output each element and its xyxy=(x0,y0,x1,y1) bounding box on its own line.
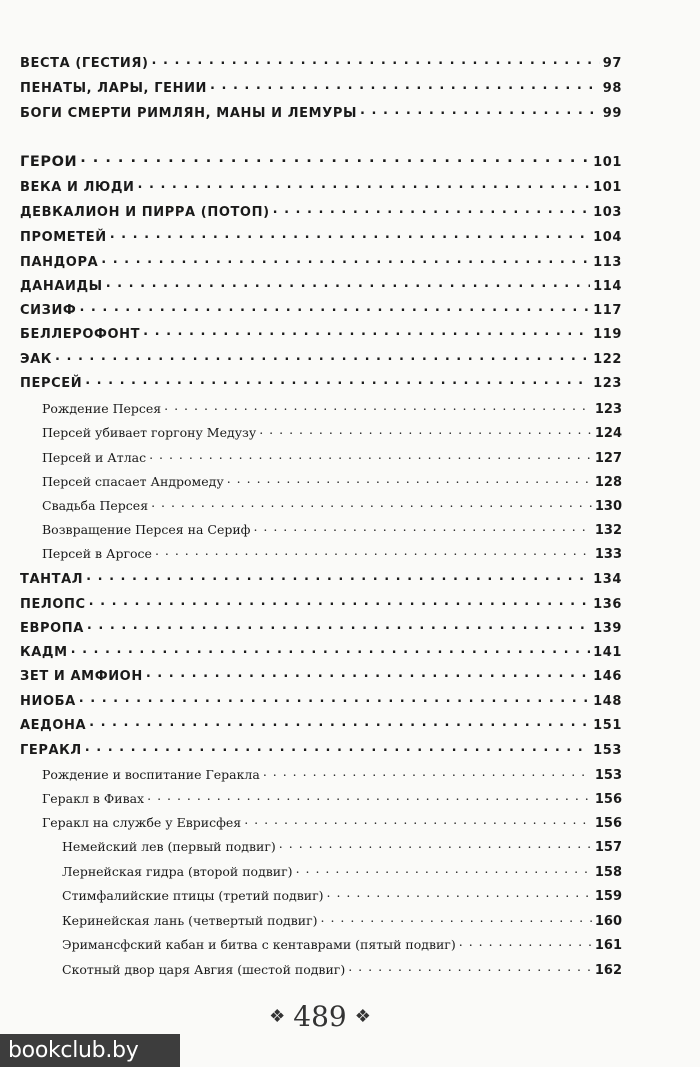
toc-subentry xyxy=(42,790,622,806)
toc-entry-title: НИОБА xyxy=(20,694,76,709)
toc-subsubentry xyxy=(62,961,622,977)
toc-entry-title: Возвращение Персея на Сериф xyxy=(42,521,251,537)
dot-leader xyxy=(79,692,590,705)
toc-subsubentry xyxy=(62,863,622,879)
toc-entry-title: ПЕНАТЫ, ЛАРЫ, ГЕНИИ xyxy=(20,81,208,96)
toc-entry-title: ПЕЛОПС xyxy=(20,597,86,612)
toc-entry-title: Керинейская лань (четвертый подвиг) xyxy=(62,912,318,928)
toc-entry-page: 160 xyxy=(594,913,622,929)
toc-entry-page: 123 xyxy=(593,376,622,391)
toc-entry xyxy=(20,716,622,732)
toc-entry xyxy=(20,570,622,586)
toc-entry-page: 127 xyxy=(594,450,622,466)
toc-entry xyxy=(20,203,622,219)
toc-entry-page: 156 xyxy=(594,791,622,807)
toc-entry-page: 99 xyxy=(602,106,622,121)
toc-entry-page: 153 xyxy=(594,767,622,783)
toc-entry-title: КАДМ xyxy=(20,645,68,660)
toc-entry-title: АЕДОНА xyxy=(20,718,87,733)
toc-entry-title: Скотный двор царя Авгия (шестой подвиг) xyxy=(62,961,346,977)
toc-entry-page: 153 xyxy=(593,743,622,758)
dot-leader xyxy=(210,79,600,92)
toc-entry-title: Персей в Аргосе xyxy=(42,545,152,561)
dot-leader xyxy=(80,151,590,166)
toc-entry xyxy=(20,253,622,269)
toc-entry-title: Персей спасает Андромеду xyxy=(42,473,224,489)
toc-entry-title: Лернейская гидра (второй подвиг) xyxy=(62,863,293,879)
toc-entry-title: ВЕСТА (ГЕСТИЯ) xyxy=(20,56,149,71)
dot-leader xyxy=(79,301,590,314)
dot-leader xyxy=(263,766,592,779)
dot-leader xyxy=(152,54,600,67)
toc-entry-title: Геракл в Фивах xyxy=(42,790,145,806)
toc-entry xyxy=(20,54,622,70)
toc-entry-page: 148 xyxy=(593,694,622,709)
toc-entry-title: Свадьба Персея xyxy=(42,497,149,513)
dot-leader xyxy=(459,936,592,949)
toc-subentry xyxy=(42,497,622,513)
toc-entry-title: Геракл на службе у Еврисфея xyxy=(42,814,242,830)
toc-entry-title: ПАНДОРА xyxy=(20,255,99,270)
toc-entry xyxy=(20,325,622,341)
dot-leader xyxy=(138,178,591,191)
toc-entry-title: ПЕРСЕЙ xyxy=(20,376,83,391)
toc-entry xyxy=(20,178,622,194)
dot-leader xyxy=(155,545,592,558)
toc-entry-page: 114 xyxy=(593,279,622,294)
dot-leader xyxy=(327,887,592,900)
dot-leader xyxy=(360,104,600,117)
dot-leader xyxy=(85,374,590,387)
toc-entry-title: ТАНТАЛ xyxy=(20,572,84,587)
toc-entry-title: Эримансфский кабан и битва с кентаврами (пятый подвиг) xyxy=(62,936,456,952)
toc-entry-title: Рождение Персея xyxy=(42,400,162,416)
toc-entry-title: ЗЕТ И АМФИОН xyxy=(20,669,143,684)
toc-entry-page: 136 xyxy=(593,597,622,612)
toc-entry-page: 133 xyxy=(594,546,622,562)
toc-entry-title: Персей и Атлас xyxy=(42,449,147,465)
dot-leader xyxy=(273,203,590,216)
dot-leader xyxy=(253,521,591,534)
toc-entry-page: 162 xyxy=(594,962,622,978)
toc-entry xyxy=(20,104,622,120)
toc-entry xyxy=(20,692,622,708)
toc-entry-title: ЭАК xyxy=(20,352,53,367)
toc-subsubentry xyxy=(62,887,622,903)
toc-entry xyxy=(20,151,622,169)
table-of-contents xyxy=(20,0,622,1000)
toc-entry-title: БЕЛЛЕРОФОНТ xyxy=(20,327,141,342)
toc-entry-page: 156 xyxy=(594,815,622,831)
toc-entry xyxy=(20,228,622,244)
dot-leader xyxy=(55,350,590,363)
toc-entry-title: ДЕВКАЛИОН И ПИРРА (ПОТОП) xyxy=(20,205,270,220)
dot-leader xyxy=(279,838,592,851)
toc-entry-page: 98 xyxy=(602,81,622,96)
watermark: bookclub.by xyxy=(0,1034,180,1067)
toc-entry xyxy=(20,374,622,390)
dot-leader xyxy=(147,790,592,803)
ornament-right-icon: ❖ xyxy=(354,1006,371,1027)
page-number-text: 489 xyxy=(293,1000,347,1033)
dot-leader xyxy=(85,741,590,754)
toc-entry-page: 117 xyxy=(593,303,622,318)
page-number xyxy=(0,1000,640,1033)
toc-entry-title: ГЕРОИ xyxy=(20,153,78,170)
toc-entry-page: 122 xyxy=(593,352,622,367)
toc-entry-page: 134 xyxy=(593,572,622,587)
toc-entry-page: 161 xyxy=(594,937,622,953)
toc-entry-page: 151 xyxy=(593,718,622,733)
toc-entry-page: 119 xyxy=(593,327,622,342)
toc-entry xyxy=(20,277,622,293)
toc-entry xyxy=(20,350,622,366)
toc-entry-page: 101 xyxy=(593,154,622,170)
dot-leader xyxy=(321,912,592,925)
dot-leader xyxy=(89,716,590,729)
dot-leader xyxy=(149,449,592,462)
toc-entry xyxy=(20,619,622,635)
toc-entry xyxy=(20,643,622,659)
toc-subentry xyxy=(42,766,622,782)
toc-subentry xyxy=(42,545,622,561)
dot-leader xyxy=(151,497,592,510)
toc-entry-page: 139 xyxy=(593,621,622,636)
toc-entry-page: 157 xyxy=(594,839,622,855)
toc-subsubentry xyxy=(62,936,622,952)
dot-leader xyxy=(146,667,590,680)
toc-subentry xyxy=(42,449,622,465)
toc-entry-title: Персей убивает горгону Медузу xyxy=(42,424,257,440)
toc-entry-page: 104 xyxy=(593,230,622,245)
toc-entry-title: ПРОМЕТЕЙ xyxy=(20,230,107,245)
dot-leader xyxy=(87,619,590,632)
toc-entry-page: 146 xyxy=(593,669,622,684)
dot-leader xyxy=(101,253,590,266)
toc-subentry xyxy=(42,424,622,440)
dot-leader xyxy=(227,473,592,486)
toc-subentry xyxy=(42,400,622,416)
toc-subentry xyxy=(42,473,622,489)
toc-entry-title: ДАНАИДЫ xyxy=(20,279,103,294)
toc-subsubentry xyxy=(62,912,622,928)
toc-entry-title: Немейский лев (первый подвиг) xyxy=(62,838,276,854)
toc-entry-title: СИЗИФ xyxy=(20,303,77,318)
toc-entry-page: 130 xyxy=(594,498,622,514)
toc-entry-title: Стимфалийские птицы (третий подвиг) xyxy=(62,887,324,903)
toc-entry xyxy=(20,667,622,683)
toc-subentry xyxy=(42,814,622,830)
ornament-left-icon: ❖ xyxy=(269,1006,286,1027)
toc-subsubentry xyxy=(62,838,622,854)
toc-entry-title: Рождение и воспитание Геракла xyxy=(42,766,260,782)
toc-entry-page: 158 xyxy=(594,864,622,880)
toc-entry xyxy=(20,79,622,95)
toc-entry-page: 97 xyxy=(602,56,622,71)
dot-leader xyxy=(71,643,590,656)
toc-entry-page: 128 xyxy=(594,474,622,490)
dot-leader xyxy=(348,961,592,974)
toc-entry xyxy=(20,301,622,317)
toc-entry-title: ВЕКА И ЛЮДИ xyxy=(20,180,135,195)
toc-entry-page: 159 xyxy=(594,888,622,904)
dot-leader xyxy=(110,228,590,241)
dot-leader xyxy=(296,863,592,876)
toc-entry-page: 123 xyxy=(594,401,622,417)
toc-entry-page: 141 xyxy=(593,645,622,660)
toc-entry-page: 101 xyxy=(593,180,622,195)
toc-entry xyxy=(20,595,622,611)
dot-leader xyxy=(89,595,590,608)
toc-entry-page: 113 xyxy=(593,255,622,270)
toc-entry-title: БОГИ СМЕРТИ РИМЛЯН, МАНЫ И ЛЕМУРЫ xyxy=(20,106,358,121)
dot-leader xyxy=(244,814,592,827)
dot-leader xyxy=(164,400,592,413)
toc-entry-page: 124 xyxy=(594,425,622,441)
toc-subentry xyxy=(42,521,622,537)
dot-leader xyxy=(106,277,590,290)
toc-entry-page: 103 xyxy=(593,205,622,220)
toc-entry-title: ЕВРОПА xyxy=(20,621,84,636)
toc-entry-title: ГЕРАКЛ xyxy=(20,743,82,758)
dot-leader xyxy=(143,325,590,338)
dot-leader xyxy=(259,424,592,437)
toc-entry-page: 132 xyxy=(594,522,622,538)
dot-leader xyxy=(86,570,590,583)
toc-entry xyxy=(20,741,622,757)
